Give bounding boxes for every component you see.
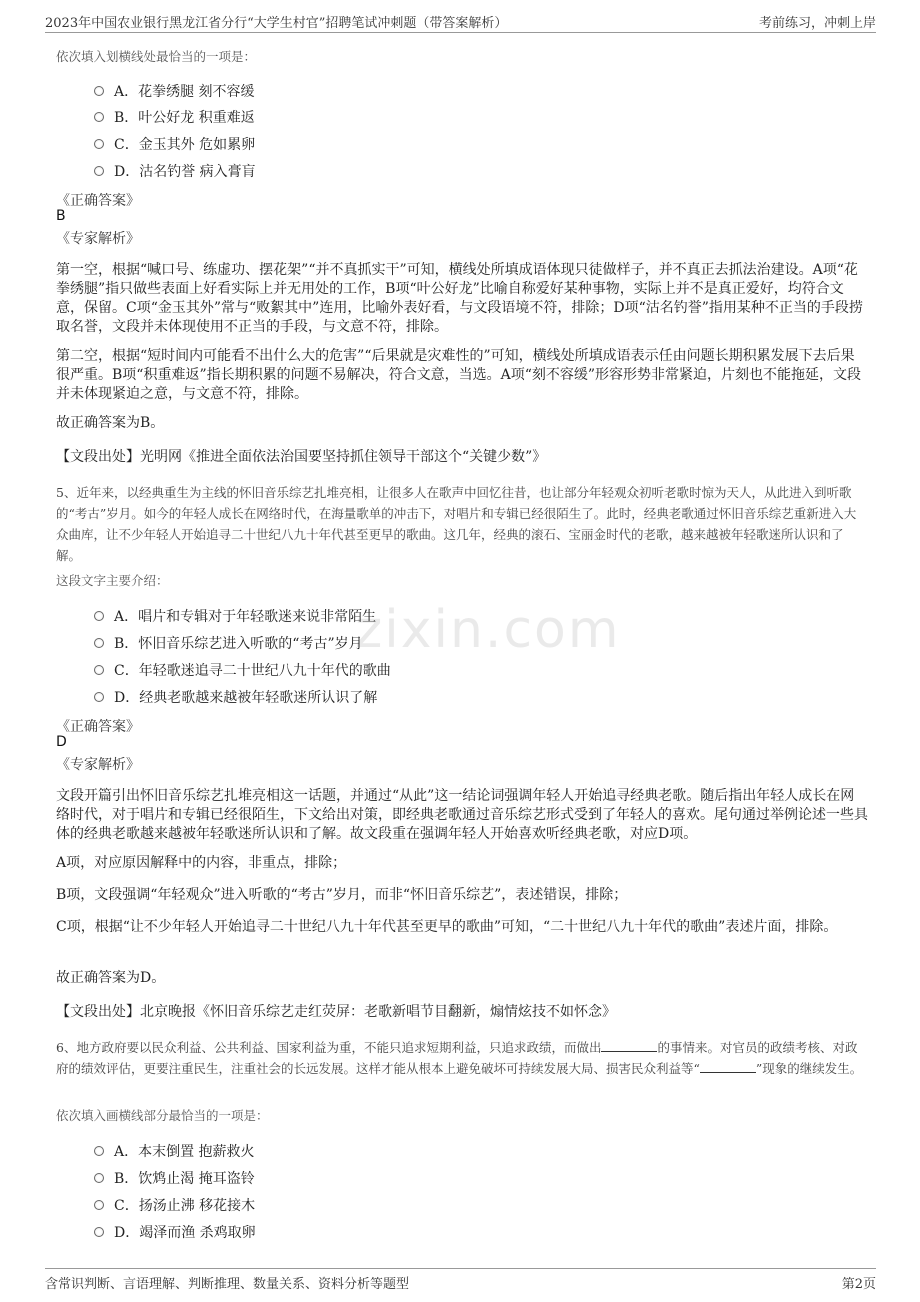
footer-topics: 含常识判断、言语理解、判断推理、数量关系、资料分析等题型 bbox=[45, 1277, 410, 1292]
blank-line bbox=[700, 1060, 756, 1073]
option-label: B．怀旧音乐综艺进入听歌的“考古”岁月 bbox=[114, 636, 363, 652]
radio-icon[interactable] bbox=[94, 665, 104, 675]
q5-conclusion: 故正确答案为D。 bbox=[56, 970, 166, 986]
q6-text-part3: ”现象的继续发生。 bbox=[755, 1061, 863, 1076]
option-label: D．竭泽而渔 杀鸡取卵 bbox=[114, 1225, 256, 1241]
q6-prompt: 依次填入画横线部分最恰当的一项是： bbox=[56, 1108, 269, 1123]
q6-text-part1: 6、地方政府要以民众利益、公共利益、国家利益为重，不能只追求短期利益，只追求政绩，而做出 bbox=[56, 1040, 602, 1055]
blank-line bbox=[601, 1039, 657, 1052]
q5-answer-label: 《正确答案》 bbox=[56, 719, 140, 735]
q5-source: 【文段出处】北京晚报《怀旧音乐综艺走红荧屏：老歌新唱节目翻新，煽情炫技不如怀念》 bbox=[56, 1004, 616, 1020]
q6-text-part2: 的事情来。对官员的政绩考核、对政府的绩效评估，更要注重民生，注重社会的长远发展。这样才能从根本上避免破坏可持续发展大局、损害民众利益等“ bbox=[56, 1040, 858, 1076]
radio-icon[interactable] bbox=[94, 1146, 104, 1156]
q4-source: 【文段出处】光明网《推进全面依法治国要坚持抓住领导干部这个“关键少数”》 bbox=[56, 449, 547, 465]
q4-analysis-p1: 第一空，根据“喊口号、练虚功、摆花架”“并不真抓实干”可知，横线处所填成语体现只徒做样子，并不真正去抓法治建设。A项“花拳绣腿”指只做些表面上好看实际上并无用处的工作，B项“叶公好龙”比喻自称爱好某种事物，实际上并不是真正爱好，均符合文意，保留。C项“金玉其外”常与“败絮其中”连用，比喻外表好看，与文段语境不符，排除；D项“沽名钓誉”指用某种不正当的手段捞取名誉，文段并未体现使用不正当的手段，与文意不符，排除。 bbox=[56, 262, 863, 335]
q5-prompt: 这段文字主要介绍： bbox=[56, 573, 169, 588]
page-header bbox=[45, 10, 876, 33]
radio-icon[interactable] bbox=[94, 611, 104, 621]
page-footer bbox=[45, 1268, 876, 1293]
option-label: B．饮鸩止渴 掩耳盗铃 bbox=[114, 1171, 255, 1187]
option-label: A．唱片和专辑对于年轻歌迷来说非常陌生 bbox=[114, 609, 377, 625]
radio-icon[interactable] bbox=[94, 692, 104, 702]
q6-option-d[interactable] bbox=[94, 1222, 256, 1242]
q5-analysis-b: B项，文段强调“年轻观众”进入听歌的“考古”岁月，而非“怀旧音乐综艺”，表述错误，排除； bbox=[56, 887, 628, 903]
option-label: C．金玉其外 危如累卵 bbox=[114, 137, 256, 153]
q4-analysis-p2: 第二空，根据“短时间内可能看不出什么大的危害”“后果就是灾难性的”可知，横线处所填成语表示任由问题长期积累发展下去后果很严重。B项“积重难返”指长期积累的问题不易解决，符合文意，当选。A项“刻不容缓”形容形势非常紧迫，片刻也不能拖延，文段并未体现紧迫之意，与文意不符，排除。 bbox=[56, 348, 862, 402]
q5-option-a[interactable] bbox=[94, 606, 376, 626]
q5-text: 5、近年来，以经典重生为主线的怀旧音乐综艺扎堆亮相，让很多人在歌声中回忆往昔，也让部分年轻观众初听老歌时惊为天人，从此进入到听歌的“考古”岁月。如今的年轻人成长在网络时代，在海量歌单的冲击下，对唱片和专辑已经很陌生了。此时，经典老歌通过怀旧音乐综艺重新进入大众曲库，让不少年轻人开始追寻二十世纪八九十年代甚至更早的歌曲。这几年，经典的滚石、宝丽金时代的老歌，越来越被年轻歌迷所认识和了解。 bbox=[56, 485, 857, 563]
page-number: 第2页 bbox=[841, 1277, 876, 1292]
option-label: C．年轻歌迷追寻二十世纪八九十年代的歌曲 bbox=[114, 663, 391, 679]
watermark: zixin.com bbox=[355, 600, 621, 660]
radio-icon[interactable] bbox=[94, 139, 104, 149]
q6-option-b[interactable] bbox=[94, 1168, 255, 1188]
q4-answer: B bbox=[56, 208, 66, 224]
q5-analysis-p1: 文段开篇引出怀旧音乐综艺扎堆亮相这一话题，并通过“从此”这一结论词强调年轻人开始追寻经典老歌。随后指出年轻人成长在网络时代，对于唱片和专辑已经很陌生，下文给出对策，即经典老歌通过音乐综艺形式受到了年轻人的喜欢。尾句通过举例论述一些具体的经典老歌越来越被年轻歌迷所认识和了解。故文段重在强调年轻人开始喜欢听经典老歌，对应D项。 bbox=[56, 788, 868, 842]
radio-icon[interactable] bbox=[94, 166, 104, 176]
option-label: C．扬汤止沸 移花接木 bbox=[114, 1198, 256, 1214]
radio-icon[interactable] bbox=[94, 1173, 104, 1183]
option-label: D．沽名钓誉 病入膏肓 bbox=[114, 164, 256, 180]
q4-prompt: 依次填入划横线处最恰当的一项是： bbox=[56, 49, 257, 64]
option-label: A．花拳绣腿 刻不容缓 bbox=[114, 84, 255, 100]
q6-option-c[interactable] bbox=[94, 1195, 255, 1215]
option-label: D．经典老歌越来越被年轻歌迷所认识了解 bbox=[114, 690, 378, 706]
q6-option-a[interactable] bbox=[94, 1141, 255, 1161]
q4-option-a[interactable] bbox=[94, 81, 255, 101]
radio-icon[interactable] bbox=[94, 86, 104, 96]
q4-answer-label: 《正确答案》 bbox=[56, 193, 140, 209]
q6-text bbox=[56, 1037, 868, 1079]
q4-analysis-label: 《专家解析》 bbox=[56, 231, 140, 247]
q4-option-b[interactable] bbox=[94, 107, 255, 127]
radio-icon[interactable] bbox=[94, 638, 104, 648]
q4-option-d[interactable] bbox=[94, 161, 256, 181]
q4-option-c[interactable] bbox=[94, 134, 255, 154]
q5-analysis-a: A项，对应原因解释中的内容，非重点，排除； bbox=[56, 855, 347, 871]
header-slogan: 考前练习，冲刺上岸 bbox=[758, 16, 876, 31]
q5-option-b[interactable] bbox=[94, 633, 363, 653]
q5-analysis-c: C项，根据“让不少年轻人开始追寻二十世纪八九十年代甚至更早的歌曲”可知，“二十世纪八九十年代的歌曲”表述片面，排除。 bbox=[56, 919, 838, 935]
option-label: B．叶公好龙 积重难返 bbox=[114, 110, 255, 126]
q5-option-d[interactable] bbox=[94, 687, 377, 707]
radio-icon[interactable] bbox=[94, 1227, 104, 1237]
q5-answer: D bbox=[56, 734, 67, 750]
q5-analysis-label: 《专家解析》 bbox=[56, 757, 140, 773]
q4-conclusion: 故正确答案为B。 bbox=[56, 415, 165, 431]
option-label: A．本末倒置 抱薪救火 bbox=[114, 1144, 255, 1160]
radio-icon[interactable] bbox=[94, 112, 104, 122]
q5-option-c[interactable] bbox=[94, 660, 391, 680]
radio-icon[interactable] bbox=[94, 1200, 104, 1210]
doc-title: 2023年中国农业银行黑龙江省分行“大学生村官”招聘笔试冲刺题（带答案解析） bbox=[45, 16, 508, 31]
